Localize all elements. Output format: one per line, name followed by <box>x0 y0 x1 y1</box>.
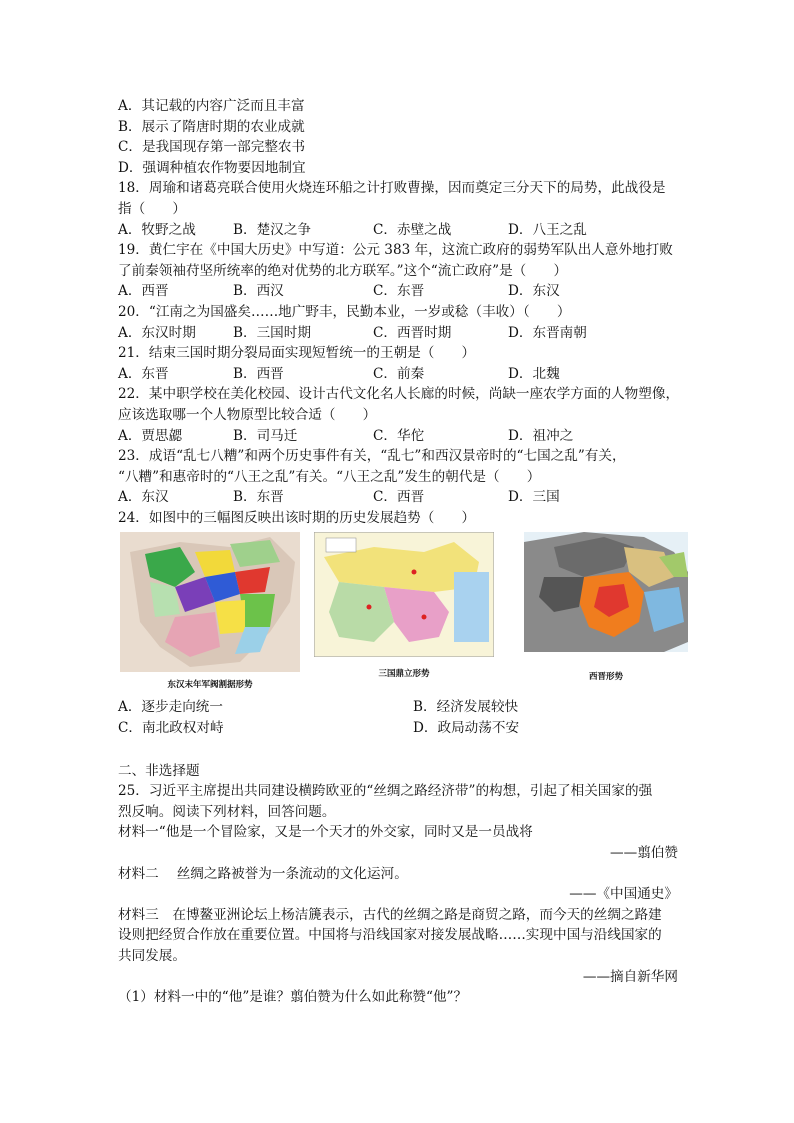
map3-caption: 西晋形势 <box>588 672 623 683</box>
section2-title: 二、非选择题 <box>118 762 200 779</box>
q24-option-d: D．政局动荡不安 <box>413 720 520 737</box>
material1: 材料一“他是一个冒险家，又是一个天才的外交家，同时又是一员战将 <box>118 824 533 841</box>
q20-stem: 20．“江南之为国盛矣……地广野丰，民勤本业，一岁或稔（丰收）（ ） <box>118 303 571 320</box>
material3-line1: 材料三 在博鳌亚洲论坛上杨洁篪表示，古代的丝绸之路是商贸之路，而今天的丝绸之路建 <box>118 906 662 923</box>
q23-option-d: D．三国 <box>508 489 560 506</box>
map1-caption: 东汉末年军阀割据形势 <box>167 680 253 691</box>
q19-option-c: C．东晋 <box>373 283 425 300</box>
q18-options <box>118 220 678 241</box>
map-western-jin <box>524 532 688 682</box>
q25-stem-line1: 25．习近平主席提出共同建设横跨欧亚的“丝绸之路经济带”的构想，引起了相关国家的强 <box>118 783 653 800</box>
q19-options <box>118 281 678 302</box>
q18-option-a: A．牧野之战 <box>118 221 196 238</box>
q21-option-a: A．东晋 <box>118 365 169 382</box>
q24-options-row1 <box>118 697 678 718</box>
q17-option-d: D．强调种植农作物要因地制宜 <box>118 159 306 176</box>
material2: 材料二 丝绸之路被誉为一条流动的文化运河。 <box>118 865 408 882</box>
material3-line2: 设则把经贸合作放在重要位置。中国将与沿线国家对接发展战略……实现中国与沿线国家的 <box>118 927 662 944</box>
q23-option-a: A．东汉 <box>118 489 169 506</box>
q24-option-b: B．经济发展较快 <box>413 699 519 716</box>
q18-option-b: B．楚汉之争 <box>233 221 311 238</box>
q20-option-d: D．东晋南朝 <box>508 324 587 341</box>
q19-option-d: D．东汉 <box>508 283 560 300</box>
q22-option-b: B．司马迁 <box>233 427 298 444</box>
q22-option-c: C．华佗 <box>373 427 425 444</box>
q22-options <box>118 426 678 447</box>
q21-option-b: B．西晋 <box>233 365 284 382</box>
q19-option-a: A．西晋 <box>118 283 169 300</box>
q17-option-b: B．展示了隋唐时期的农业成就 <box>118 118 305 135</box>
q24-option-c: C．南北政权对峙 <box>118 720 224 737</box>
material1-source: ——翦伯赞 <box>610 845 678 862</box>
q18-stem-line1: 18．周瑜和诸葛亮联合使用火烧连环船之计打败曹操，因而奠定三分天下的局势，此战役是 <box>118 180 666 197</box>
q20-options <box>118 323 678 344</box>
q23-stem-line2: “八糟”和惠帝时的“八王之乱”有关。“八王之乱”发生的朝代是（ ） <box>118 468 541 485</box>
map-donghan-image <box>120 532 300 672</box>
q17-option-c: C．是我国现存第一部完整农书 <box>118 139 306 156</box>
q19-stem-line2: 了前秦领袖苻坚所统率的绝对优势的北方联军。”这个“流亡政府”是（ ） <box>118 262 568 279</box>
q22-stem-line1: 22．某中职学校在美化校园、设计古代文化名人长廊的时候，尚缺一座农学方面的人物塑像， <box>118 386 680 403</box>
q19-stem-line1: 19．黄仁宇在《中国大历史》中写道：公元 383 年，这流亡政府的弱势军队出人意外地打败 <box>118 242 673 259</box>
exam-page <box>118 96 678 1008</box>
q24-options-row2 <box>118 718 678 739</box>
map-sanguo-image <box>314 532 494 657</box>
material3-source: ——摘自新华网 <box>582 968 678 985</box>
q21-options <box>118 364 678 385</box>
map-three-kingdoms <box>314 532 494 679</box>
q19-option-b: B．西汉 <box>233 283 284 300</box>
q25-stem-line2: 烈反响。阅读下列材料，回答问题。 <box>118 803 336 820</box>
q18-stem-line2: 指（ ） <box>118 200 186 217</box>
q22-stem-line2: 应该选取哪一个人物原型比较合适（ ） <box>118 406 377 423</box>
q23-option-c: C．西晋 <box>373 489 425 506</box>
q17-option-a: A．其记载的内容广泛而且丰富 <box>118 98 305 114</box>
q20-option-b: B．三国时期 <box>233 324 311 341</box>
q20-option-a: A．东汉时期 <box>118 324 196 341</box>
q25-sub1: （1）材料一中的“他”是谁？翦伯赞为什么如此称赞“他”？ <box>118 989 468 1006</box>
q22-option-a: A．贾思勰 <box>118 427 183 444</box>
q20-option-c: C．西晋时期 <box>373 324 452 341</box>
q23-options <box>118 487 678 508</box>
map-xijin-image <box>524 532 688 652</box>
material3-line3: 共同发展。 <box>118 948 186 964</box>
q23-option-b: B．东晋 <box>233 489 284 506</box>
q24-option-a: A．逐步走向统一 <box>118 699 223 716</box>
q18-option-d: D．八王之乱 <box>508 221 587 238</box>
material2-source: ——《中国通史》 <box>569 886 678 903</box>
map2-caption: 三国鼎立形势 <box>378 669 430 680</box>
q23-stem-line1: 23．成语“乱七八糟”和两个历史事件有关，“乱七”和西汉景帝时的“七国之乱”有关， <box>118 448 626 465</box>
map-donghan-warlords <box>120 532 300 690</box>
q24-stem: 24．如图中的三幅图反映出该时期的历史发展趋势（ ） <box>118 509 476 526</box>
q21-option-d: D．北魏 <box>508 365 560 382</box>
q18-option-c: C．赤壁之战 <box>373 221 452 238</box>
q22-option-d: D．祖冲之 <box>508 427 574 444</box>
q21-stem: 21．结束三国时期分裂局面实现短暂统一的王朝是（ ） <box>118 345 476 362</box>
q24-maps <box>118 532 678 697</box>
q21-option-c: C．前秦 <box>373 365 425 382</box>
